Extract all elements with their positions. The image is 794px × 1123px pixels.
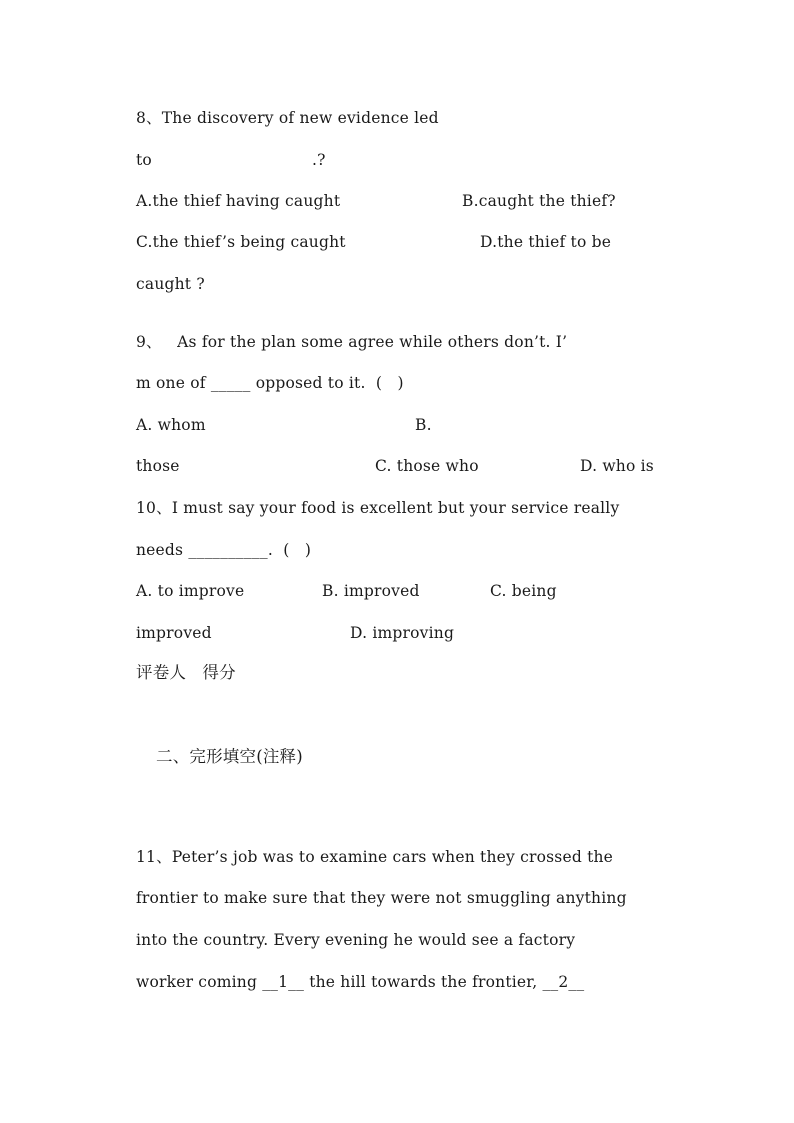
q10-option-d: D. improving [350,624,455,642]
section-2-title: 二、完形填空(注释) [156,747,303,766]
q9-option-b-cont: those [136,457,180,475]
q10-option-c: C. being [490,582,557,600]
q8-option-c: C.the thief’s being caught [136,233,346,251]
q9-option-a: A. whom [136,416,206,434]
q11-passage-line1: 11、Peter’s job was to examine cars when they crossed the [136,848,614,866]
q10-stem-line2: needs __________. ( ) [136,541,312,559]
q8-stem-line2-left: to [136,151,152,169]
q8-option-d: D.the thief to be [480,233,612,251]
q9-option-d: D. who is [580,457,654,475]
q8-option-b: B.caught the thief? [462,192,616,210]
q8-option-a: A.the thief having caught [136,192,341,210]
q8-stem-line1: 8、The discovery of new evidence led [136,109,439,127]
q10-option-c-cont: improved [136,624,212,642]
q10-stem-line1: 10、I must say your food is excellent but your service really [136,499,620,517]
q9-option-b: B. [415,416,432,434]
q11-passage-line4: worker coming __1__ the hill towards the frontier, __2__ [136,973,585,991]
q11-passage-line3: into the country. Every evening he would see a factory [136,931,576,949]
q8-stem-line2-right: .? [312,151,326,169]
q9-stem-line2: m one of _____ opposed to it. ( ) [136,374,404,392]
grader-score-label: 评卷人 得分 [136,663,236,682]
q8-option-d-cont: caught ? [136,275,205,293]
q10-option-a: A. to improve [136,582,245,600]
q11-passage-line2: frontier to make sure that they were not smuggling anything [136,889,627,907]
q10-option-b: B. improved [322,582,420,600]
q9-option-c: C. those who [375,457,479,475]
q9-stem-line1: 9、 As for the plan some agree while others don’t. I’ [136,333,568,351]
